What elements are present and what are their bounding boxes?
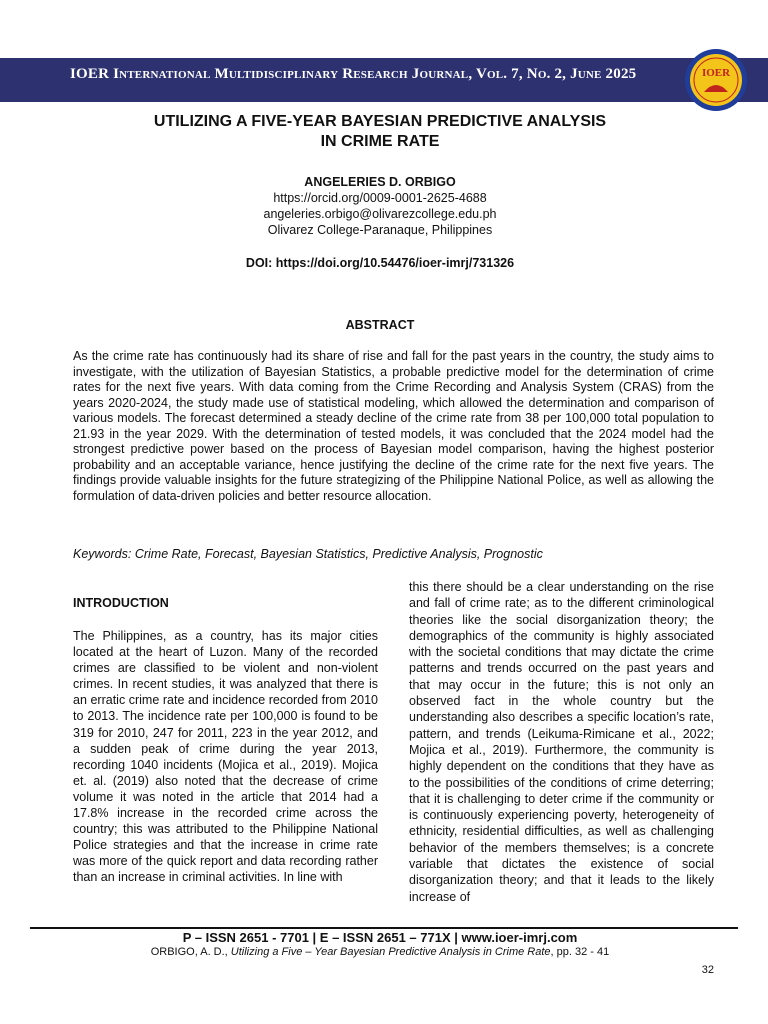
paper-doi: DOI: https://doi.org/10.54476/ioer-imrj/731326 bbox=[245, 256, 515, 270]
page-number: 32 bbox=[701, 964, 714, 976]
paper-title-line2: IN CRIME RATE bbox=[320, 133, 440, 150]
author-block bbox=[130, 174, 630, 238]
introduction-right-column: this there should be a clear understanding on the rise and fall of crime rate; as to the different criminological theories like the social disorganization theory; the demographics of the community is highly associated with the societal conditions that may dictate the crime patterns and trends occurred on the past years and that may occur in the future; this is not only an observed fact in the whole country but the understanding also describes a specific location’s rate, pattern, and trends (Leikuma-Rimicane et al., 2022; Mojica et al., 2019). Furthermore, the community is highly dependent on the conditions that they have as to the possibilities of the conditions of crime deterring; that it is challenging to deter crime if the community or is continuously experiencing poverty, heterogeneity of ethnicity, residential difficulties, as well as challenging behavior of the members themselves; is a concrete variable that dictates the existence of social disorganization theory; and that it leads to the likely increase of bbox=[409, 580, 714, 904]
keywords: Keywords: Crime Rate, Forecast, Bayesian Statistics, Predictive Analysis, Prognostic bbox=[73, 547, 543, 561]
introduction-heading: INTRODUCTION bbox=[73, 596, 169, 610]
citation-title: Utilizing a Five – Year Bayesian Predictive Analysis in Crime Rate bbox=[230, 946, 551, 958]
abstract-text: As the crime rate has continuously had its share of rise and fall for the past years in the country, the study aims to investigate, with the utilization of Bayesian Statistics, a probable predictive model for the determination of crime rates for the next five years. With data coming from the Crime Recording and Analysis System (CRAS) from the years 2020-2024, the study made use of statistical modeling, which allowed the determination and comparison of various models. The forecast determined a steady decline of the crime rate from 38 per 100,000 total population to 21.93 in the year 2029. With the determination of tested models, it was concluded that the 2024 model had the strongest predictive power based on the process of Bayesian model comparison, having the highest posterior probability and an acceptable variance, hence justifying the decline of the crime rate for the next five years. The findings provide valuable insights for the future strategizing of the Philippine National Police, as well as allowing the formulation of data-driven policies and better resource allocation. bbox=[73, 349, 714, 503]
citation-pages: , pp. 32 - 41 bbox=[550, 946, 610, 958]
author-name: ANGELERIES D. ORBIGO bbox=[304, 175, 456, 189]
ioer-logo bbox=[684, 48, 748, 112]
footer-divider bbox=[30, 927, 738, 929]
paper-title-line1: UTILIZING A FIVE-YEAR BAYESIAN PREDICTIVE ANALYSIS bbox=[153, 113, 607, 130]
footer-issn: P – ISSN 2651 - 7701 | E – ISSN 2651 – 771X | www.ioer-imrj.com bbox=[182, 930, 578, 945]
author-email: angeleries.orbigo@olivarezcollege.edu.ph bbox=[263, 207, 497, 221]
abstract-heading: ABSTRACT bbox=[345, 318, 415, 332]
footer-citation bbox=[80, 946, 680, 958]
logo-inner-disc bbox=[690, 54, 742, 106]
journal-title: IOER International Multidisciplinary Research Journal, Vol. 7, No. 2, June 2025 bbox=[70, 66, 637, 82]
author-orcid: https://orcid.org/0009-0001-2625-4688 bbox=[273, 191, 487, 205]
paper-title bbox=[80, 112, 680, 152]
logo-text: IOER bbox=[701, 67, 731, 79]
citation-author: ORBIGO, A. D., bbox=[150, 946, 231, 958]
introduction-left-column: The Philippines, as a country, has its major cities located at the heart of Luzon. Many of the recorded crimes are classified to be violent and non-violent crimes. In recent studies, it was analyzed that there is an erratic crime rate and incidence recorded from 2010 to 2013. The incidence rate per 100,000 is found to be 319 for 2010, 247 for 2011, 223 in the year 2012, and a sudden peak of crime during the year 2013, recording 1040 incidents (Mojica et al., 2019). Mojica et. al. (2019) also noted that the decrease of crime volume it was noted in the article that 2014 had a 17.8% increase in the recorded crime across the country; this was attributed to the Philippine National Police strategies and that the increase in crime rate was more of the quick report and data recording rather than an increase in criminal activities. In line with bbox=[73, 629, 378, 885]
author-affiliation: Olivarez College-Paranaque, Philippines bbox=[267, 223, 493, 237]
